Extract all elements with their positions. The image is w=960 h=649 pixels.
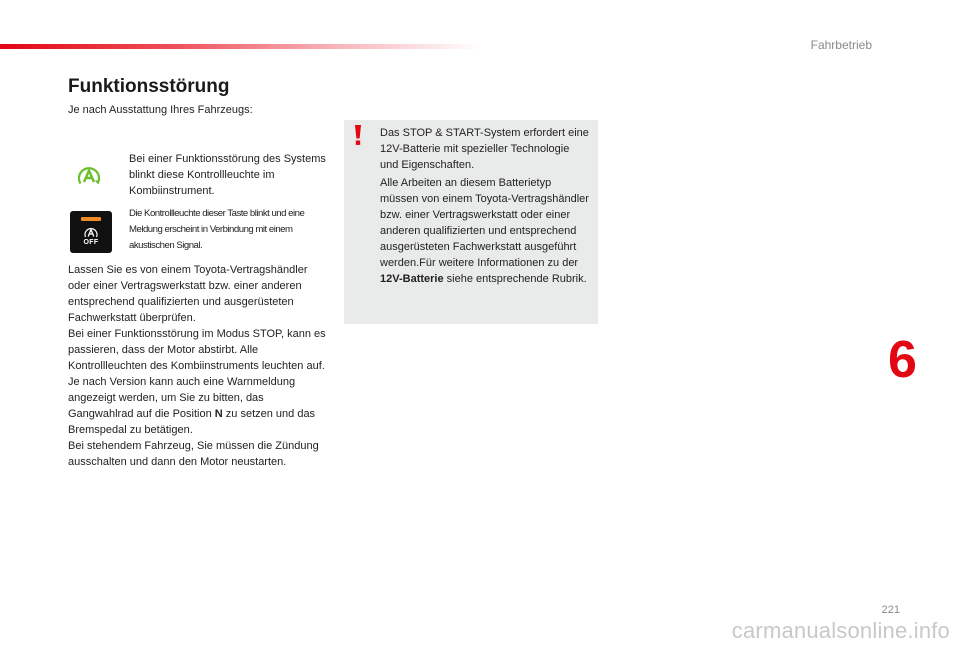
off-button-lamp: [81, 217, 101, 221]
indicator-lamp-description: Bei einer Funktionsstörung des Systems blinkt diese Kontrollleuchte im Kombiinstrument.: [129, 153, 326, 197]
warning-text-2: [380, 175, 590, 287]
page-title: Funktionsstörung: [68, 76, 230, 97]
body-text: [68, 262, 330, 470]
warning-text-1: Das STOP & START-System erfordert eine 12V-Batterie mit spezieller Technologie und Eigenschaften.: [380, 127, 589, 171]
header-accent-bar: [0, 44, 480, 49]
chapter-number: 6: [888, 331, 917, 389]
exclamation-icon: [352, 124, 364, 146]
warning-text-2-start: Alle Arbeiten an diesem Batterietyp müssen von einem Toyota-Vertragshändler bzw. einer Vertragswerkstatt oder einer anderen qualifizierten und entsprechend ausgerüsteten Fachwerkstatt ausgeführt werden.Für weitere Informationen zu der: [380, 177, 589, 269]
auto-stop-start-off-button: [70, 211, 112, 253]
body-text-gear-position: N: [214, 408, 223, 420]
watermark: carmanualsonline.info: [731, 618, 950, 643]
body-text-part3-end: zu setzen und das Bremspedal zu betätigen.: [68, 408, 316, 436]
warning-text-battery: 12V-Batterie: [380, 273, 444, 285]
body-text-part3-start: Je nach Version kann auch eine Warnmeldung angezeigt werden, um Sie zu bitten, das Gangwahlrad auf die Position: [68, 376, 296, 420]
off-button-label: OFF: [83, 239, 99, 246]
body-text-part2: Bei einer Funktionsstörung im Modus STOP, kann es passieren, dass der Motor abstirbt. Alle Kontrollleuchten des Kombiinstruments leuchten auf.: [68, 328, 326, 372]
page-number: 221: [881, 604, 900, 616]
warning-text-2-end: siehe entsprechende Rubrik.: [443, 273, 587, 285]
body-text-part1: Lassen Sie es von einem Toyota-Vertragshändler oder einer Vertragswerkstatt bzw. einer anderen entsprechend qualifizierten und ausgerüsteten Fachwerkstatt überprüfen.: [68, 264, 308, 324]
body-text-part4: Bei stehendem Fahrzeug, Sie müssen die Zündung ausschalten und dann den Motor neustarten.: [68, 440, 319, 468]
intro-text: Je nach Ausstattung Ihres Fahrzeugs:: [68, 104, 253, 116]
off-button-description: Die Kontrollleuchte dieser Taste blinkt und eine Meldung erscheint in Verbindung mit einem akustischen Signal.: [129, 208, 305, 251]
section-title: Fahrbetrieb: [810, 38, 872, 52]
auto-stop-start-warning-icon: [76, 164, 102, 190]
